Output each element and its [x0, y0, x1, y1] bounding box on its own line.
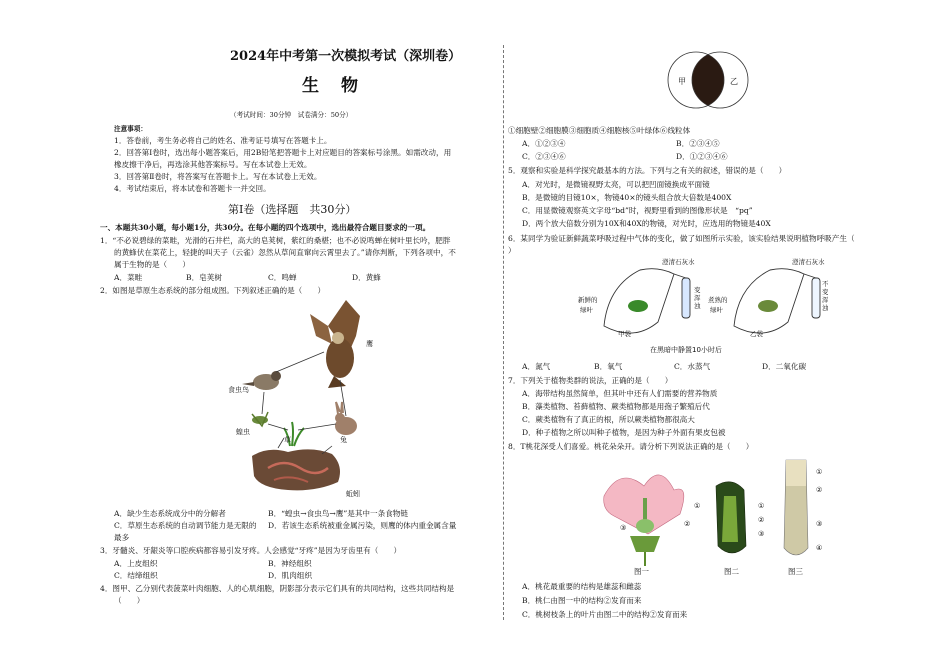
q5-option-a: A．对光时，是微镜视野太亮，可以把凹面镜换成平面镜 [522, 180, 710, 189]
label-bag-b: 乙袋 [750, 330, 763, 338]
note-line: 3．回答第Ⅱ卷时，将答案写在答题卡上。写在本试卷上无效。 [114, 172, 322, 181]
label-hawk: 鹰 [366, 340, 373, 348]
rabbit-illustration [335, 402, 357, 435]
bag-a-illustration [604, 269, 690, 333]
section-intro: 一、本题共30小题，每小题1分，共30分。在每小题的四个选项中，选出最符合题目要求的一项。 [100, 223, 431, 232]
q3-option-c: C．结缔组织 [114, 571, 158, 580]
q4-list: ①细胞壁②细胞膜③细胞质④细胞核⑤叶绿体⑥线粒体 [508, 126, 691, 135]
q3-stem: 3．牙髓炎、牙龈炎等口腔疾病都容易引发牙疼。人会感觉“牙疼”是因为牙齿里有（ ） [100, 546, 402, 555]
exam-title: 2024年中考第一次模拟考试（深圳卷） [230, 49, 462, 64]
experiment-caption: 在黑暗中静置10小时后 [650, 346, 722, 354]
q6-option-d: D．二氧化碳 [762, 362, 807, 371]
fig2-label-2: ② [758, 516, 765, 524]
note-line: 橡皮擦干净后，再选涂其他答案标号。写在本试卷上无效。 [114, 160, 312, 169]
q4-option-a: A．①②③④ [522, 139, 566, 148]
label-bird: 食虫鸟 [228, 386, 249, 394]
q2-option-c: C．草原生态系统的自动调节能力是无限的 [114, 521, 257, 530]
q2-stem: 2．如图是草原生态系统的部分组成图。下列叙述正确的是（ ） [100, 286, 326, 295]
q6-option-c: C．水蒸气 [674, 362, 711, 371]
q1-option-b: B．皂荚树 [186, 273, 222, 282]
q2-option-d-cont: 最多 [114, 533, 130, 542]
exam-meta: （考试时间：30分钟 试卷满分：50分） [230, 111, 353, 119]
column-divider [503, 45, 504, 620]
food-web-figure [228, 296, 398, 500]
note-line: 2．回答第Ⅰ卷时，选出每小题答案后，用2B铅笔把答题卡上对应题目的答案标号涂黑。如需改动，用 [114, 148, 452, 157]
q5-stem: 5．观察和实验是科学探究最基本的方法。下列与之有关的叙述，错误的是（ ） [508, 166, 787, 175]
boiled-leaf-b [758, 300, 778, 312]
q5-option-b: B．是微镜的目镜10×，物镜40×的镜头组合放大倍数是400X [522, 193, 732, 202]
q7-option-b: B．藻类植物、苔藓植物、蕨类植物都是用孢子繁殖后代 [522, 402, 710, 411]
peach-flower-figure [600, 456, 850, 576]
subject-title: 生物 [302, 76, 380, 96]
q6-option-a: A．氮气 [522, 362, 551, 371]
label-earthworm: 蚯蚓 [346, 490, 360, 498]
note-line: 4．考试结束后，将本试卷和答题卡一并交回。 [114, 184, 271, 193]
fig2-label-1: ① [758, 502, 765, 510]
notes-heading: 注意事项： [114, 125, 147, 133]
fig1-label-3: ③ [620, 524, 627, 532]
hawk-illustration [310, 300, 360, 388]
q1-line: 1．“不必说碧绿的菜畦，光滑的石井栏，高大的皂荚树，紫红的桑椹；也不必说鸣蝉在树叶里长吟，肥胖 [100, 236, 451, 245]
fig1-label-1: ① [694, 502, 701, 510]
q7-stem: 7．下列关于植物类群的说法，正确的是（ ） [508, 376, 673, 385]
q4-option-d: D．①②③④⑥ [676, 152, 728, 161]
soil-earthworm-illustration [252, 449, 340, 490]
fig3-label-3: ③ [816, 520, 823, 528]
fig3-caption: 图三 [788, 567, 803, 576]
label-limewater-b: 澄清石灰水 [792, 258, 825, 266]
bag-b-illustration [734, 269, 820, 333]
fig2-caption: 图二 [724, 567, 739, 576]
q1-line: 属于生物的是（ ） [114, 260, 190, 269]
q1-option-c: C．鸣蝉 [268, 273, 297, 282]
q7-option-c: C．蕨类植物有了真正的根，所以蕨类植物都很高大 [522, 415, 695, 424]
label-leaf-b: 绿叶 [710, 306, 723, 314]
venn-label-left: 甲 [678, 77, 686, 86]
q1-option-d: D．黄蜂 [352, 273, 381, 282]
q3-option-a: A．上皮组织 [114, 559, 158, 568]
q1-option-a: A．菜畦 [114, 273, 143, 282]
q2-option-a: A．缺少生态系统成分中的分解者 [114, 509, 226, 518]
q1-line: 的黄蜂伏在菜花上，轻捷的叫天子（云雀）忽然从草间直窜向云霄里去了。”请你判断，下列各项中，不 [114, 248, 456, 257]
note-line: 1．答卷前，考生务必将自己的姓名、准考证号填写在答题卡上。 [114, 136, 332, 145]
label-rabbit: 兔 [340, 436, 347, 444]
label-bag-a: 甲袋 [618, 330, 631, 338]
q8-option-a: A．桃花最重要的结构是雄蕊和雌蕊 [522, 582, 642, 591]
q4-option-b: B．②③④⑤ [676, 139, 720, 148]
q2-option-d: D．若该生态系统被重金属污染，则鹰的体内重金属含量 [268, 521, 457, 530]
q5-option-c: C．用显微镜观察英文字母“bd”时，视野里看到的图像形状是 “pq” [522, 206, 753, 215]
respiration-experiment-figure [578, 256, 828, 356]
label-not-turbid: 浑 [822, 296, 828, 304]
q7-option-a: A．海带结构虽然简单，但其叶中还有人们需要的营养物质 [522, 389, 718, 398]
fig1-caption: 图一 [634, 567, 649, 576]
q5-option-d: D．两个放大倍数分别为10X和40X的物镜，对光时，应选用的物镜是40X [522, 219, 771, 228]
fig1-label-2: ② [684, 520, 691, 528]
label-limewater-a: 澄清石灰水 [662, 258, 695, 266]
label-turbid: 浊 [694, 302, 701, 310]
label-turbid: 浑 [694, 294, 701, 302]
section-title: 第Ⅰ卷（选择题 共30分） [228, 203, 357, 216]
label-turbid: 变 [694, 286, 701, 294]
q6-stem: 6．某同学为验证新鲜蔬菜呼吸过程中气体的变化，做了如图所示实验，该实验结果说明植物呼吸产生（ [508, 234, 855, 243]
q6-stem-cont: ） [508, 246, 516, 255]
locust-illustration [252, 412, 268, 426]
label-not-turbid: 变 [822, 288, 828, 296]
label-leaf-a: 绿叶 [580, 306, 593, 314]
fig3-label-4: ④ [816, 544, 823, 552]
fig3-label-1: ① [816, 468, 823, 476]
flower-illustration [604, 475, 684, 566]
root-tip-illustration [784, 460, 808, 555]
q4-option-c: C．②③④⑥ [522, 152, 566, 161]
q4-line: （ ） [114, 596, 145, 605]
q8-stem: 8．T桃花深受人们喜爱。桃花朵朵开。请分析下列说法正确的是（ ） [508, 442, 754, 451]
label-not-turbid: 浊 [822, 304, 828, 312]
q7-option-d: D．种子植物之所以叫种子植物，是因为种子外面有果皮包被 [522, 428, 726, 437]
fig3-label-2: ② [816, 486, 823, 494]
q3-option-b: B．神经组织 [268, 559, 312, 568]
q3-option-d: D．肌肉组织 [268, 571, 313, 580]
label-locust: 蝗虫 [236, 428, 250, 436]
label-not-turbid: 不 [822, 280, 828, 288]
label-boiled: 煮熟的 [708, 296, 728, 304]
label-grass: 草 [284, 436, 291, 444]
q2-option-b: B．“蝗虫→食虫鸟→鹰”是其中一条食物链 [268, 509, 408, 518]
q4-line: 4．图甲、乙分别代表菠菜叶肉细胞、人的心肌细胞，阴影部分表示它们具有的共同结构，这些共同结构是 [100, 584, 455, 593]
label-fresh: 新鲜的 [578, 296, 598, 304]
fresh-leaf-a [628, 300, 648, 312]
venn-diagram [666, 44, 750, 116]
q8-option-b: B．桃仁由图一中的结构②发育而来 [522, 596, 642, 605]
fig2-label-3: ③ [758, 530, 765, 538]
venn-label-right: 乙 [730, 77, 738, 86]
seed-illustration [716, 482, 746, 553]
q6-option-b: B．氧气 [594, 362, 623, 371]
q8-option-c: C．桃树枝条上的叶片由图二中的结构②发育而来 [522, 610, 688, 619]
